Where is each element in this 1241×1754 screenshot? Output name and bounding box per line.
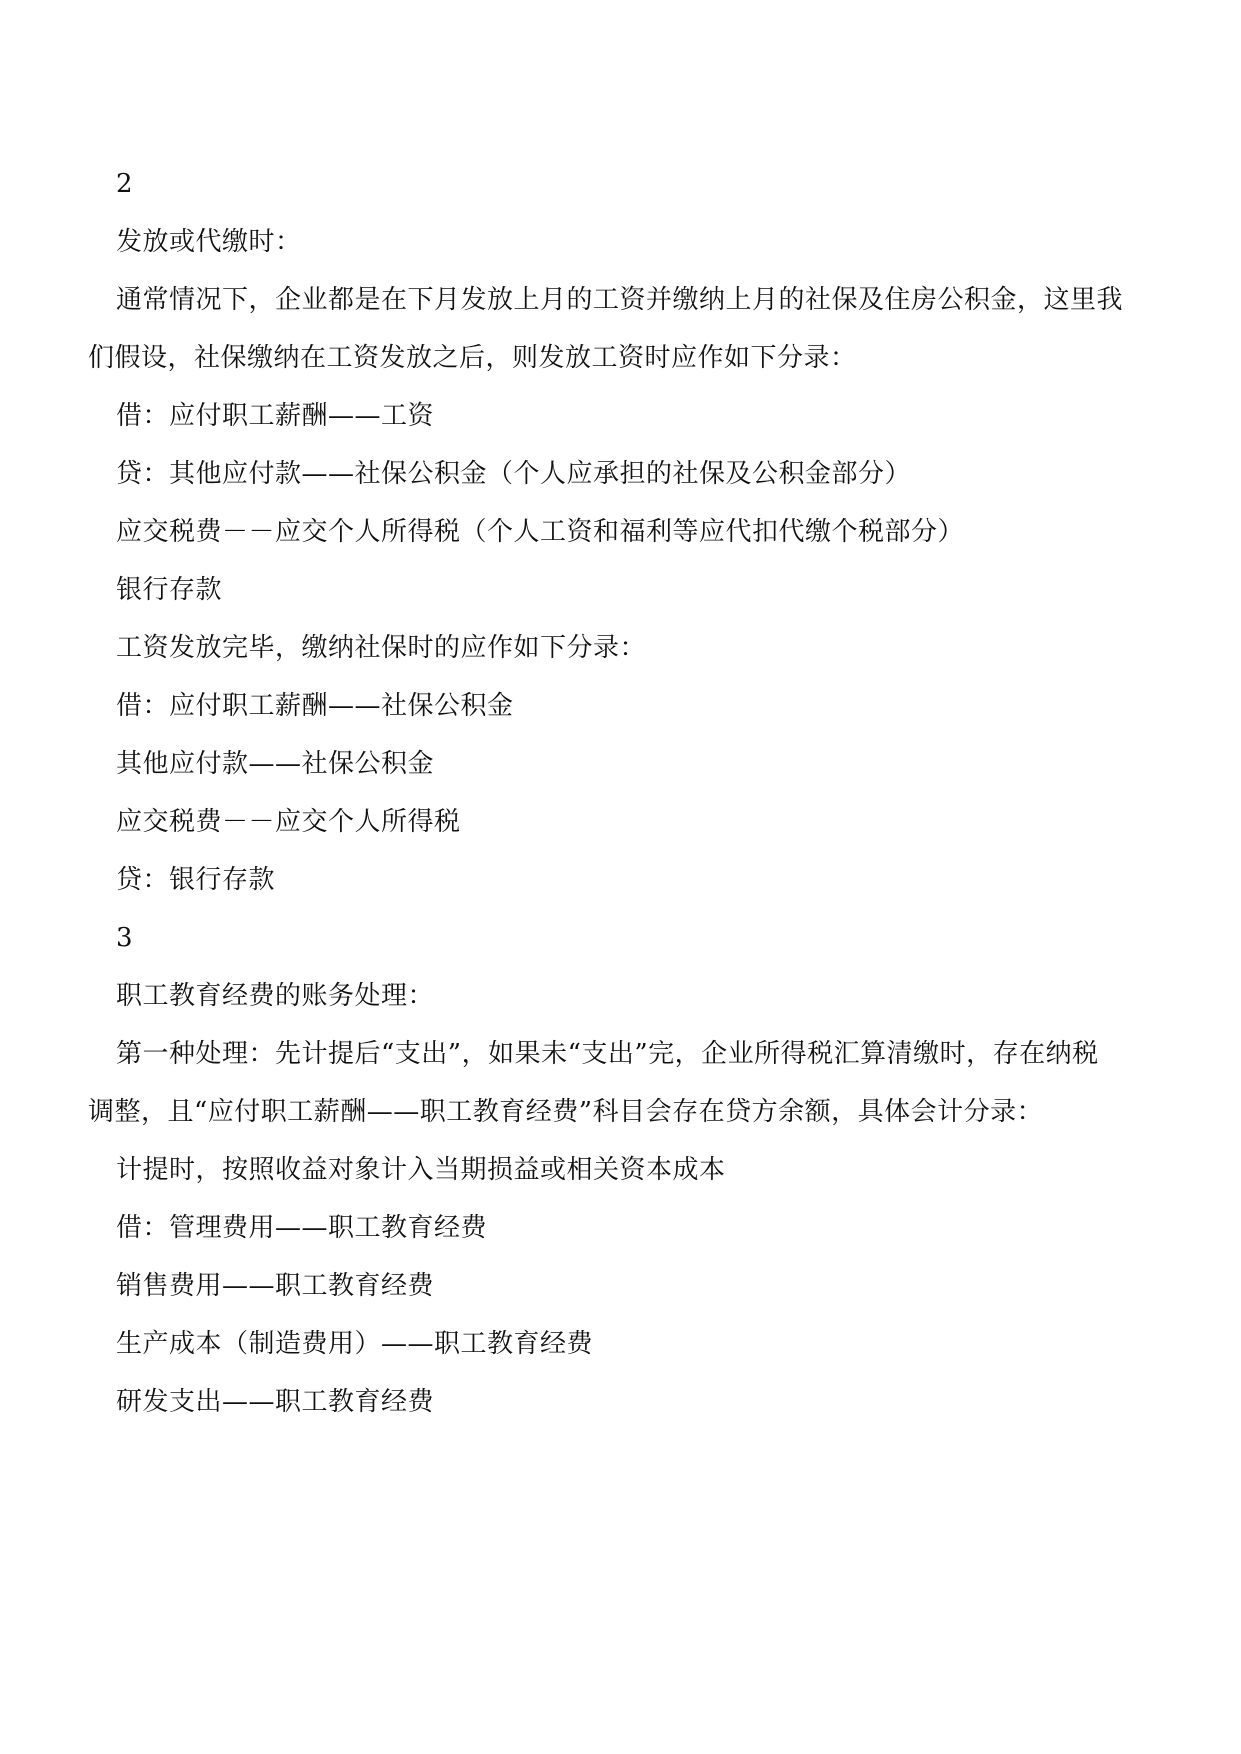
paragraph: 通常情况下，企业都是在下月发放上月的工资并缴纳上月的社保及住房公积金，这里我	[116, 285, 1124, 315]
journal-entry: 应交税费－－应交个人所得税（个人工资和福利等应代扣代缴个税部分）	[116, 517, 965, 547]
journal-entry: 借：管理费用——职工教育经费	[116, 1213, 488, 1243]
journal-entry: 生产成本（制造费用）——职工教育经费	[116, 1329, 594, 1359]
paragraph: 工资发放完毕，缴纳社保时的应作如下分录：	[116, 633, 647, 663]
section-number: 2	[116, 169, 134, 199]
paragraph: 们假设，社保缴纳在工资发放之后，则发放工资时应作如下分录：	[88, 343, 857, 373]
paragraph: 发放或代缴时：	[116, 227, 302, 257]
journal-entry: 销售费用——职工教育经费	[116, 1271, 435, 1301]
journal-entry: 贷：银行存款	[116, 865, 276, 895]
paragraph: 第一种处理：先计提后“支出”，如果未“支出”完，企业所得税汇算清缴时，存在纳税	[116, 1039, 1099, 1069]
section-number: 3	[116, 923, 134, 953]
paragraph: 计提时，按照收益对象计入当期损益或相关资本成本	[116, 1155, 726, 1185]
journal-entry: 借：应付职工薪酬——社保公积金	[116, 691, 514, 721]
journal-entry: 银行存款	[116, 575, 223, 605]
journal-entry: 贷：其他应付款——社保公积金（个人应承担的社保及公积金部分）	[116, 459, 912, 489]
journal-entry: 应交税费－－应交个人所得税	[116, 807, 461, 837]
paragraph: 调整，且“应付职工薪酬——职工教育经费”科目会存在贷方余额，具体会计分录：	[88, 1097, 1044, 1127]
paragraph: 职工教育经费的账务处理：	[116, 981, 435, 1011]
journal-entry: 借：应付职工薪酬——工资	[116, 401, 435, 431]
journal-entry: 其他应付款——社保公积金	[116, 749, 435, 779]
journal-entry: 研发支出——职工教育经费	[116, 1387, 435, 1417]
